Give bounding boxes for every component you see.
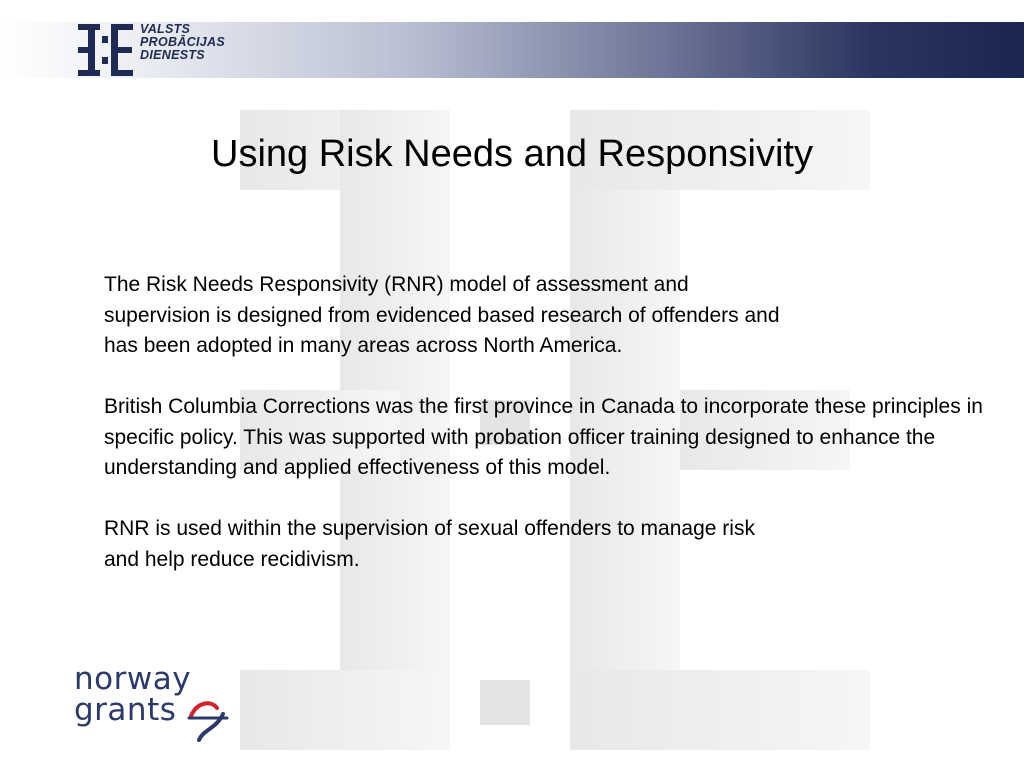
norway-word: norway [74, 661, 192, 697]
norway-grants-logo [74, 661, 244, 744]
probation-service-logo [78, 22, 225, 78]
probation-logo-text [140, 23, 225, 62]
logo-line-3: DIENESTS [140, 48, 205, 62]
slide-body [104, 270, 984, 575]
probation-logo-mark-icon [78, 24, 134, 76]
logo-line-2: PROBĀCIJAS [140, 35, 225, 49]
paragraph-spacer [104, 484, 984, 515]
paragraph-sexual-offenders: RNR is used within the supervision of sexual offenders to manage risk and help reduce recidivism. [104, 517, 755, 571]
norway-grants-wordmark [74, 661, 192, 728]
logo-line-1: VALSTS [140, 22, 191, 36]
norway-grants-swirl-icon [187, 694, 229, 742]
grants-word: grants [74, 692, 177, 728]
paragraph-british-columbia: British Columbia Corrections was the first province in Canada to incorporate these principles in specific policy. This was supported with probation officer training designed to enhance the understanding and applied effectiveness of this model. [104, 395, 983, 479]
paragraph-spacer [104, 362, 984, 393]
slide-title: Using Risk Needs and Responsivity [211, 133, 813, 175]
paragraph-rnr-model: The Risk Needs Responsivity (RNR) model of assessment and supervision is designed from evidenced based research of offenders and has been adopted in many areas across North America. [104, 273, 780, 357]
